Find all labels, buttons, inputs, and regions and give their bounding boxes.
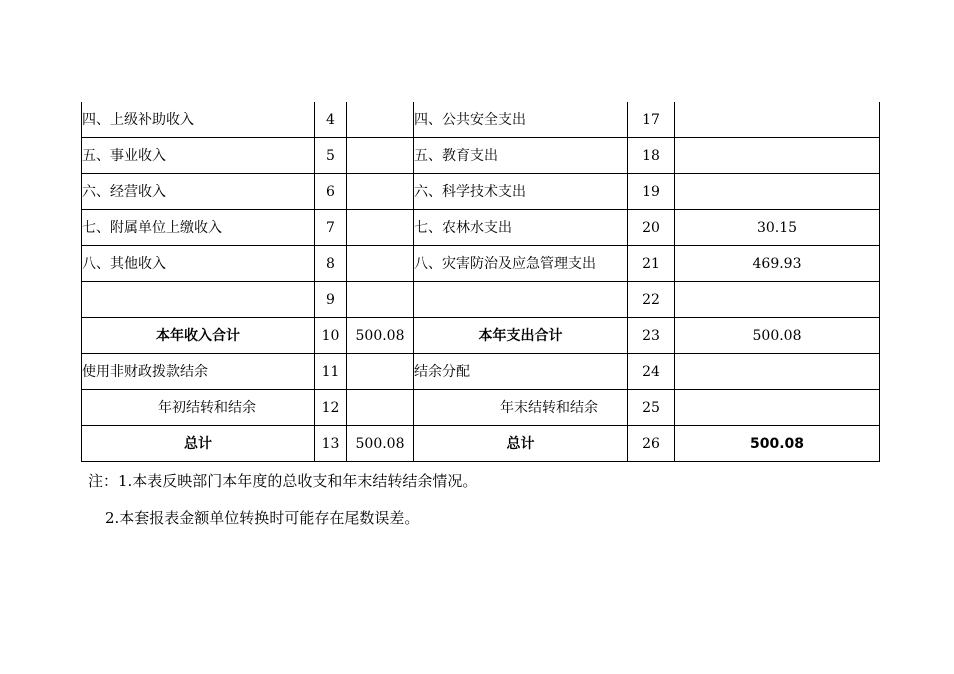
- expense-item-number: 17: [628, 102, 675, 138]
- expense-carry-amount: [675, 354, 880, 390]
- income-item-amount: [347, 102, 414, 138]
- table-row: [82, 246, 880, 282]
- grand-expense-total-label: 总计: [414, 426, 628, 462]
- expense-item-number: 21: [628, 246, 675, 282]
- income-item-label: 五、事业收入: [82, 138, 315, 174]
- income-item-label: 四、上级补助收入: [82, 102, 315, 138]
- expense-item-amount: [675, 102, 880, 138]
- table-row: [82, 174, 880, 210]
- table-row: [82, 282, 880, 318]
- year-income-total-label: 本年收入合计: [82, 318, 315, 354]
- expense-item-amount: 30.15: [675, 210, 880, 246]
- income-carry-label: 使用非财政拨款结余: [82, 354, 315, 390]
- expense-item-amount: [675, 174, 880, 210]
- expense-item-amount: 469.93: [675, 246, 880, 282]
- expense-carry-label: 年末结转和结余: [414, 390, 628, 426]
- year-expense-total-number: 23: [628, 318, 675, 354]
- expense-item-amount: [675, 138, 880, 174]
- expense-item-label: 六、科学技术支出: [414, 174, 628, 210]
- income-carry-number: 11: [315, 354, 347, 390]
- income-item-amount: [347, 138, 414, 174]
- income-carry-number: 12: [315, 390, 347, 426]
- grand-expense-total-amount: 500.08: [675, 426, 880, 462]
- expense-carry-label: 结余分配: [414, 354, 628, 390]
- table-row: [82, 102, 880, 138]
- budget-table-container: [81, 102, 879, 462]
- grand-total-row: [82, 426, 880, 462]
- table-row: [82, 210, 880, 246]
- year-total-row: [82, 318, 880, 354]
- income-item-label: 六、经营收入: [82, 174, 315, 210]
- income-item-amount: [347, 282, 414, 318]
- income-carry-label: 年初结转和结余: [82, 390, 315, 426]
- income-item-label: 八、其他收入: [82, 246, 315, 282]
- table-row: [82, 138, 880, 174]
- income-item-label: [82, 282, 315, 318]
- income-item-number: 6: [315, 174, 347, 210]
- expense-item-number: 22: [628, 282, 675, 318]
- expense-item-number: 20: [628, 210, 675, 246]
- expense-carry-number: 25: [628, 390, 675, 426]
- year-income-total-amount: 500.08: [347, 318, 414, 354]
- grand-income-total-amount: 500.08: [347, 426, 414, 462]
- table-note-2: 2.本套报表金额单位转换时可能存在尾数误差。: [105, 509, 420, 527]
- year-expense-total-label: 本年支出合计: [414, 318, 628, 354]
- expense-item-label: [414, 282, 628, 318]
- grand-income-total-label: 总计: [82, 426, 315, 462]
- table-note-1: 注：1.本表反映部门本年度的总收支和年末结转结余情况。: [88, 472, 478, 490]
- table-row: [82, 354, 880, 390]
- year-income-total-number: 10: [315, 318, 347, 354]
- budget-table: [81, 102, 880, 462]
- expense-item-label: 四、公共安全支出: [414, 102, 628, 138]
- expense-carry-amount: [675, 390, 880, 426]
- income-item-number: 4: [315, 102, 347, 138]
- income-item-number: 8: [315, 246, 347, 282]
- expense-item-label: 八、灾害防治及应急管理支出: [414, 246, 628, 282]
- income-item-number: 9: [315, 282, 347, 318]
- grand-income-total-number: 13: [315, 426, 347, 462]
- table-row: [82, 390, 880, 426]
- expense-carry-number: 24: [628, 354, 675, 390]
- grand-expense-total-number: 26: [628, 426, 675, 462]
- income-item-number: 7: [315, 210, 347, 246]
- expense-item-label: 七、农林水支出: [414, 210, 628, 246]
- year-expense-total-amount: 500.08: [675, 318, 880, 354]
- income-item-amount: [347, 210, 414, 246]
- expense-item-amount: [675, 282, 880, 318]
- income-carry-amount: [347, 354, 414, 390]
- income-carry-amount: [347, 390, 414, 426]
- expense-item-number: 18: [628, 138, 675, 174]
- expense-item-number: 19: [628, 174, 675, 210]
- income-item-label: 七、附属单位上缴收入: [82, 210, 315, 246]
- income-item-amount: [347, 246, 414, 282]
- income-item-amount: [347, 174, 414, 210]
- income-item-number: 5: [315, 138, 347, 174]
- expense-item-label: 五、教育支出: [414, 138, 628, 174]
